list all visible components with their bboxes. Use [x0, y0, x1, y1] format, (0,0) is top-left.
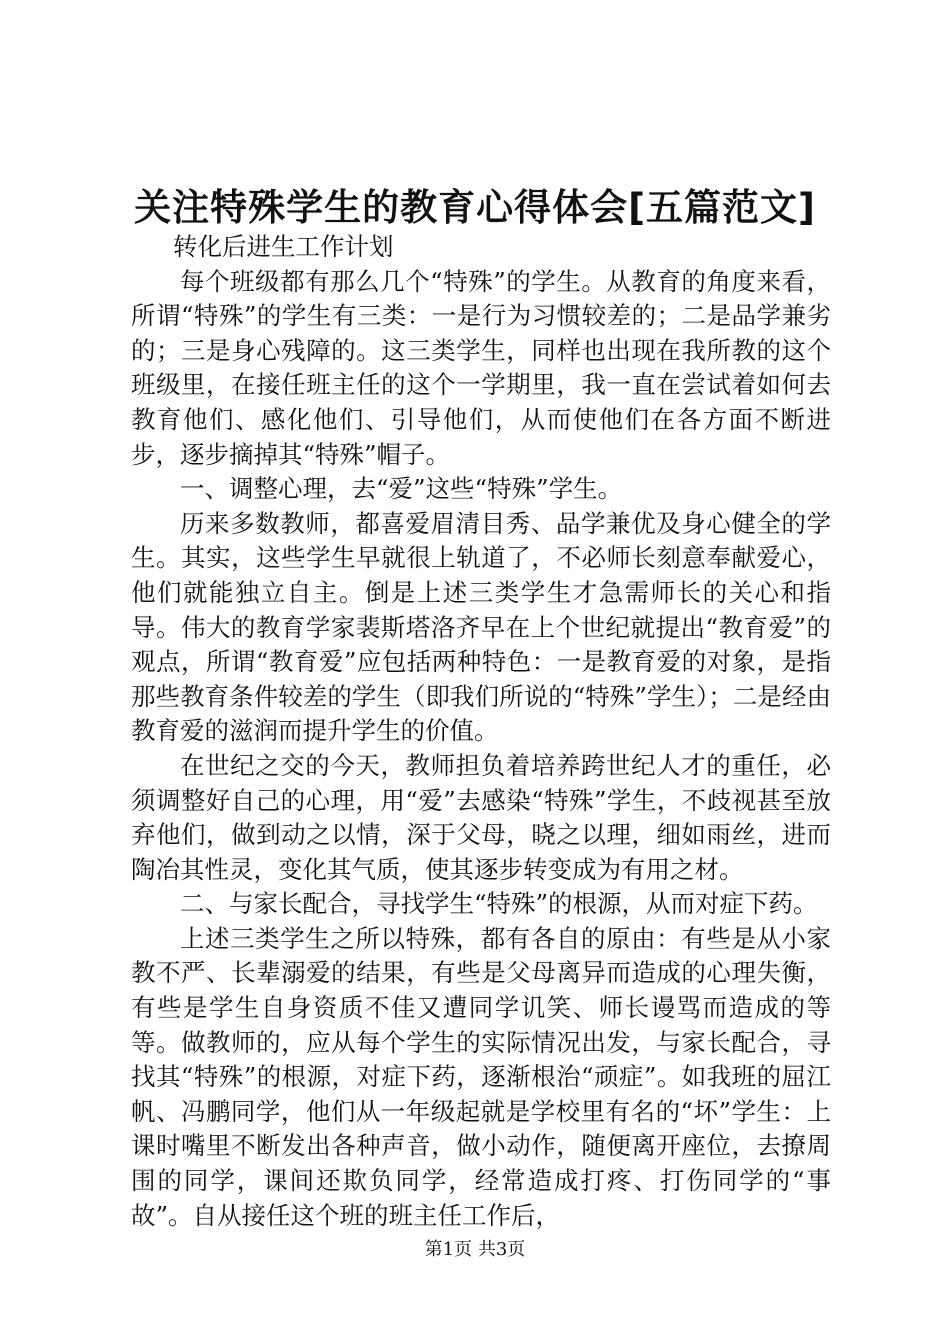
section-heading: 二、与家长配合，寻找学生“特殊”的根源，从而对症下药。	[180, 889, 818, 919]
section-heading: 一、调整心理，去“爱”这些“特殊”学生。	[180, 474, 623, 504]
body-paragraph: 上述三类学生之所以特殊，都有各自的原由：有些是从小家教不严、长辈溺爱的结果，有些是父母离异而造成的心理失衡，有些是学生自身资质不佳又遭同学讥笑、师长谩骂而造成的等等。做教师的，应从每个学生的实际情况出发，与家长配合，寻找其“特殊”的根源，对症下药，逐渐根治“顽症”。如我班的屈江帆、冯鹏同学，他们从一年级起就是学校里有名的“坏”学生：上课时嘴里不断发出各种声音，做小动作，随便离开座位，去撩周围的同学，课间还欺负同学，经常造成打疼、打伤同学的“事故”。自从接任这个班的班主任工作后，	[131, 923, 831, 1230]
subtitle-paragraph: 转化后进生工作计划	[173, 232, 394, 261]
document-title: 关注特殊学生的教育心得体会[五篇范文]	[134, 186, 816, 229]
body-paragraph: 每个班级都有那么几个“特殊”的学生。从教育的角度来看，所谓“特殊”的学生有三类：一是行为习惯较差的；二是品学兼劣的；三是身心残障的。这三类学生，同样也出现在我所教的这个班级里，在接任班主任的这个一学期里，我一直在尝试着如何去教育他们、感化他们、引导他们，从而使他们在各方面不断进步，逐步摘掉其“特殊”帽子。	[131, 266, 831, 469]
body-paragraph: 历来多数教师，都喜爱眉清目秀、品学兼优及身心健全的学生。其实，这些学生早就很上轨道了，不必师长刻意奉献爱心，他们就能独立自主。倒是上述三类学生才急需师长的关心和指导。伟大的教育学家裴斯塔洛齐早在上个世纪就提出“教育爱”的观点，所谓“教育爱”应包括两种特色：一是教育爱的对象，是指那些教育条件较差的学生（即我们所说的“特殊”学生）；二是经由教育爱的滋润而提升学生的价值。	[131, 508, 831, 746]
page-number-footer: 第1页 共3页	[424, 1239, 526, 1260]
body-paragraph: 在世纪之交的今天，教师担负着培养跨世纪人才的重任，必须调整好自己的心理，用“爱”去感染“特殊”学生，不歧视甚至放弃他们，做到动之以情，深于父母，晓之以理，细如雨丝，进而陶冶其性灵，变化其气质，使其逐步转变成为有用之材。	[131, 750, 831, 884]
document-body	[131, 230, 831, 1233]
